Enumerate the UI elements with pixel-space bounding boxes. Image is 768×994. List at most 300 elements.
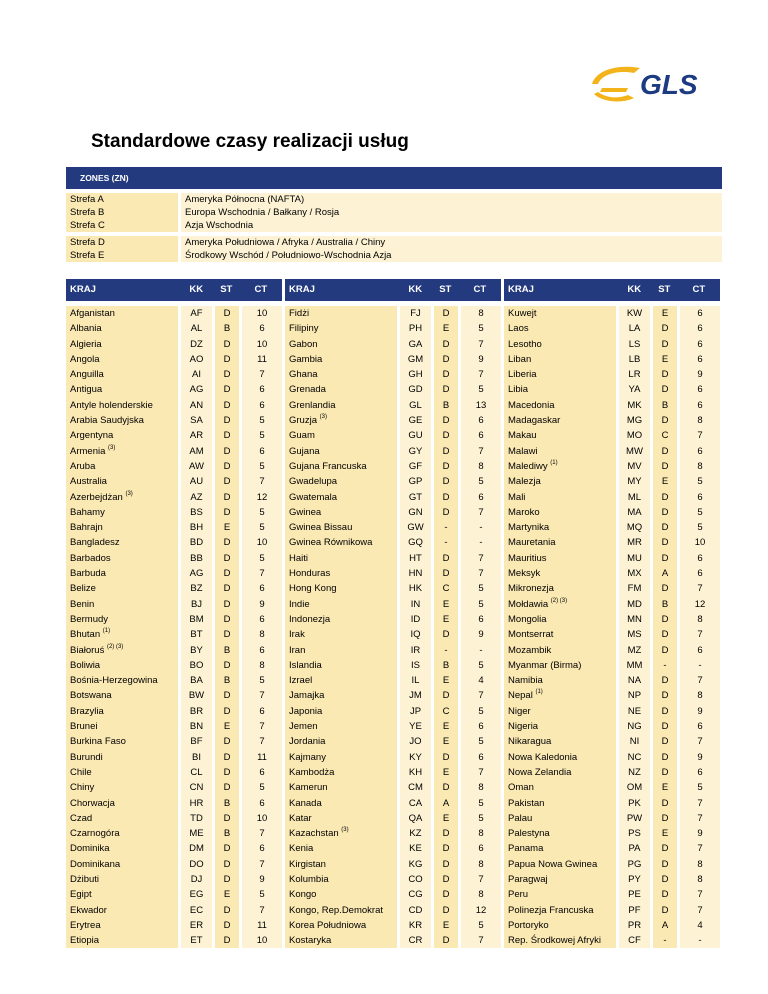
country-code: PG <box>619 857 650 872</box>
country-code: PA <box>619 841 650 856</box>
transit-time: 5 <box>461 474 501 489</box>
table-row <box>66 474 282 489</box>
country-name: Myanmar (Birma) <box>504 658 616 673</box>
table-row <box>285 765 501 780</box>
country-code: PK <box>619 796 650 811</box>
transit-time: 7 <box>461 337 501 352</box>
transit-time: 5 <box>242 673 282 688</box>
footnote-marker: (2) (3) <box>550 597 568 604</box>
transit-time: 10 <box>242 306 282 321</box>
zone-code: E <box>215 719 239 734</box>
zone-code: D <box>653 734 677 749</box>
zone-description: Azja Wschodnia <box>181 219 722 232</box>
transit-time: 7 <box>680 428 720 443</box>
transit-time: 6 <box>461 490 501 505</box>
zone-code: D <box>653 765 677 780</box>
country-name: Katar <box>285 811 397 826</box>
table-row <box>504 857 720 872</box>
transit-time: 6 <box>242 321 282 336</box>
zone-code: E <box>653 306 677 321</box>
country-code: HK <box>400 581 431 596</box>
zone-description: Środkowy Wschód / Południowo-Wschodnia Azja <box>181 249 722 262</box>
country-name: Gwatemala <box>285 490 397 505</box>
country-name: Martynika <box>504 520 616 535</box>
transit-time: 6 <box>242 581 282 596</box>
country-code: IR <box>400 643 431 658</box>
transit-time: 7 <box>461 765 501 780</box>
zone-code: D <box>434 566 458 581</box>
table-row <box>285 581 501 596</box>
footnote-marker: (3) <box>108 444 116 451</box>
country-name: Czad <box>66 811 178 826</box>
table-row <box>504 841 720 856</box>
country-name: Malawi <box>504 444 616 459</box>
table-row <box>66 612 282 627</box>
zone-row <box>66 219 722 232</box>
table-row <box>66 918 282 933</box>
country-name: Nigeria <box>504 719 616 734</box>
country-code: FJ <box>400 306 431 321</box>
zone-name: Strefa B <box>66 206 178 219</box>
country-name: Botswana <box>66 688 178 703</box>
transit-time: 4 <box>680 918 720 933</box>
table-row <box>285 872 501 887</box>
country-name: Kuwejt <box>504 306 616 321</box>
transit-time: 8 <box>242 658 282 673</box>
transit-time: 7 <box>242 566 282 581</box>
zone-code: B <box>215 643 239 658</box>
country-name: Kambodża <box>285 765 397 780</box>
country-name: Gwinea <box>285 505 397 520</box>
zone-code: A <box>434 796 458 811</box>
country-name: Islandia <box>285 658 397 673</box>
table-row <box>504 643 720 658</box>
zone-code: D <box>653 903 677 918</box>
logo-text: GLS <box>640 69 698 100</box>
zone-code: B <box>215 673 239 688</box>
table-row <box>285 796 501 811</box>
table-row <box>504 597 720 612</box>
country-name: Indie <box>285 597 397 612</box>
country-name: Azerbejdżan $^{(3)}$ <box>66 490 178 505</box>
country-name: Chile <box>66 765 178 780</box>
table-row <box>504 352 720 367</box>
table-row <box>504 734 720 749</box>
zone-code: D <box>653 367 677 382</box>
table-row <box>285 903 501 918</box>
table-row <box>66 490 282 505</box>
country-name: Bośnia-Herzegowina <box>66 673 178 688</box>
zone-code: D <box>434 306 458 321</box>
table-row <box>285 321 501 336</box>
table-row <box>504 566 720 581</box>
country-name: Liberia <box>504 367 616 382</box>
zone-code: - <box>434 535 458 550</box>
country-name: Bhutan $^{(1)}$ <box>66 627 178 642</box>
country-code: BZ <box>181 581 212 596</box>
country-name: Jamajka <box>285 688 397 703</box>
country-name: Bermudy <box>66 612 178 627</box>
transit-time: 7 <box>680 903 720 918</box>
table-row <box>504 459 720 474</box>
country-code: IL <box>400 673 431 688</box>
country-code: BT <box>181 627 212 642</box>
country-code: PS <box>619 826 650 841</box>
zone-code: D <box>215 459 239 474</box>
country-name: Gujana Francuska <box>285 459 397 474</box>
country-code: JM <box>400 688 431 703</box>
country-name: Honduras <box>285 566 397 581</box>
zone-code: D <box>434 826 458 841</box>
country-code: HN <box>400 566 431 581</box>
country-name: Etiopia <box>66 933 178 948</box>
table-row <box>285 520 501 535</box>
country-name: Armenia $^{(3)}$ <box>66 444 178 459</box>
country-name: Australia <box>66 474 178 489</box>
country-code: HT <box>400 551 431 566</box>
table-row <box>285 627 501 642</box>
country-name: Brazylia <box>66 704 178 719</box>
transit-time: 6 <box>680 306 720 321</box>
zone-code: D <box>653 841 677 856</box>
country-code: HR <box>181 796 212 811</box>
country-name: Gruzja $^{(3)}$ <box>285 413 397 428</box>
table-row <box>285 352 501 367</box>
table-row <box>285 490 501 505</box>
transit-time: 6 <box>242 612 282 627</box>
zone-code: D <box>215 750 239 765</box>
header-kk: KK <box>189 284 204 295</box>
zone-code: D <box>653 750 677 765</box>
zone-name: Strefa C <box>66 219 178 232</box>
country-name: Bangladesz <box>66 535 178 550</box>
table-row <box>66 903 282 918</box>
country-code: AW <box>181 459 212 474</box>
zone-code: D <box>215 688 239 703</box>
zone-code: D <box>215 382 239 397</box>
zone-row <box>66 193 722 206</box>
country-name: Haiti <box>285 551 397 566</box>
zone-code: D <box>653 337 677 352</box>
transit-time: 10 <box>242 337 282 352</box>
country-code: MU <box>619 551 650 566</box>
footnote-marker: (2) (3) <box>106 643 124 650</box>
zone-code: D <box>434 428 458 443</box>
country-code: JP <box>400 704 431 719</box>
table-row <box>66 796 282 811</box>
transit-time: 6 <box>680 566 720 581</box>
table-row <box>66 627 282 642</box>
header-kraj: KRAJ <box>70 284 96 295</box>
zone-code: - <box>434 643 458 658</box>
country-name: Gwinea Równikowa <box>285 535 397 550</box>
country-name: Malediwy $^{(1)}$ <box>504 459 616 474</box>
table-row <box>504 887 720 902</box>
zone-code: D <box>653 459 677 474</box>
country-name: Antigua <box>66 382 178 397</box>
country-code: NI <box>619 734 650 749</box>
zone-code: D <box>434 459 458 474</box>
country-name: Japonia <box>285 704 397 719</box>
zone-code: A <box>653 566 677 581</box>
country-code: CA <box>400 796 431 811</box>
zone-code: D <box>215 490 239 505</box>
transit-time: 6 <box>242 704 282 719</box>
header-ct: CT <box>473 284 487 295</box>
transit-time: 8 <box>461 857 501 872</box>
country-name: Bahrajn <box>66 520 178 535</box>
country-name: Gabon <box>285 337 397 352</box>
zone-code: D <box>434 857 458 872</box>
country-code: MZ <box>619 643 650 658</box>
country-name: Gujana <box>285 444 397 459</box>
table-row <box>504 612 720 627</box>
table-row <box>285 551 501 566</box>
country-name: Mongolia <box>504 612 616 627</box>
country-code: MQ <box>619 520 650 535</box>
table-row <box>504 337 720 352</box>
country-code: MG <box>619 413 650 428</box>
zone-code: D <box>215 428 239 443</box>
transit-time: 11 <box>242 918 282 933</box>
country-name: Boliwia <box>66 658 178 673</box>
country-name: Kazachstan $^{(3)}$ <box>285 826 397 841</box>
country-code: NC <box>619 750 650 765</box>
table-row <box>285 566 501 581</box>
zone-code: D <box>653 811 677 826</box>
country-name: Polinezja Francuska <box>504 903 616 918</box>
transit-time: 8 <box>461 780 501 795</box>
transit-time: 8 <box>461 887 501 902</box>
country-code: PR <box>619 918 650 933</box>
country-code: IS <box>400 658 431 673</box>
table-row <box>504 903 720 918</box>
table-row <box>285 841 501 856</box>
zone-code: D <box>653 321 677 336</box>
table-row <box>66 841 282 856</box>
transit-time: 6 <box>242 382 282 397</box>
transit-time: 5 <box>461 597 501 612</box>
transit-time: 9 <box>680 826 720 841</box>
country-code: KH <box>400 765 431 780</box>
transit-time: 10 <box>680 535 720 550</box>
transit-time: 5 <box>242 459 282 474</box>
country-code: CL <box>181 765 212 780</box>
table-row <box>285 719 501 734</box>
table-row <box>285 459 501 474</box>
transit-time: 5 <box>680 780 720 795</box>
transit-time: 12 <box>680 597 720 612</box>
header-ct: CT <box>254 284 268 295</box>
transit-time: 7 <box>242 367 282 382</box>
transit-time: 7 <box>242 734 282 749</box>
table-row <box>504 918 720 933</box>
table-row <box>66 444 282 459</box>
transit-time: 9 <box>680 704 720 719</box>
transit-time: - <box>461 643 501 658</box>
transit-time: 13 <box>461 398 501 413</box>
transit-time: 7 <box>242 719 282 734</box>
country-code: YE <box>400 719 431 734</box>
transit-time: 7 <box>680 627 720 642</box>
table-row <box>285 887 501 902</box>
country-code: BN <box>181 719 212 734</box>
transit-time: 7 <box>461 872 501 887</box>
transit-time: 7 <box>242 903 282 918</box>
country-code: ML <box>619 490 650 505</box>
footnote-marker: (1) <box>550 459 558 466</box>
transit-time: 6 <box>680 765 720 780</box>
transit-time: 6 <box>242 398 282 413</box>
transit-time: 7 <box>680 811 720 826</box>
table-row <box>285 382 501 397</box>
country-name: Mali <box>504 490 616 505</box>
country-name: Mozambik <box>504 643 616 658</box>
transit-time: 6 <box>680 321 720 336</box>
zone-code: D <box>653 796 677 811</box>
column-header <box>285 279 501 301</box>
transit-time: 5 <box>461 581 501 596</box>
country-name: Dominika <box>66 841 178 856</box>
country-code: CM <box>400 780 431 795</box>
country-code: IN <box>400 597 431 612</box>
country-code: ID <box>400 612 431 627</box>
transit-time: 7 <box>461 551 501 566</box>
country-name: Paragwaj <box>504 872 616 887</box>
transit-time: 7 <box>461 505 501 520</box>
table-row <box>504 535 720 550</box>
country-code: NZ <box>619 765 650 780</box>
transit-time: 6 <box>680 352 720 367</box>
transit-time: 9 <box>242 597 282 612</box>
table-row <box>66 398 282 413</box>
transit-time: 6 <box>680 444 720 459</box>
country-name: Papua Nowa Gwinea <box>504 857 616 872</box>
transit-time: 6 <box>680 643 720 658</box>
zone-code: D <box>215 872 239 887</box>
table-row <box>504 551 720 566</box>
zone-code: D <box>653 551 677 566</box>
country-name: Mauretania <box>504 535 616 550</box>
country-code: GY <box>400 444 431 459</box>
zone-code: B <box>215 321 239 336</box>
transit-time: 6 <box>461 612 501 627</box>
country-code: TD <box>181 811 212 826</box>
table-row <box>66 933 282 948</box>
transit-time: 5 <box>461 382 501 397</box>
zone-code: D <box>215 474 239 489</box>
country-code: MM <box>619 658 650 673</box>
table-row <box>504 658 720 673</box>
country-name: Bahamy <box>66 505 178 520</box>
country-name: Mołdawia $^{(2) (3)}$ <box>504 597 616 612</box>
transit-time: 6 <box>461 719 501 734</box>
transit-time: 6 <box>680 398 720 413</box>
country-code: MW <box>619 444 650 459</box>
country-code: LS <box>619 337 650 352</box>
country-code: NP <box>619 688 650 703</box>
zone-code: D <box>215 903 239 918</box>
zone-code: D <box>215 658 239 673</box>
country-name: Czarnogóra <box>66 826 178 841</box>
country-name: Belize <box>66 581 178 596</box>
zone-row <box>66 249 722 262</box>
transit-time: 7 <box>680 581 720 596</box>
country-code: MY <box>619 474 650 489</box>
country-name: Burundi <box>66 750 178 765</box>
country-name: Białoruś $^{(2) (3)}$ <box>66 643 178 658</box>
country-code: BF <box>181 734 212 749</box>
table-row <box>504 520 720 535</box>
zone-code: E <box>653 826 677 841</box>
country-code: BR <box>181 704 212 719</box>
country-code: BW <box>181 688 212 703</box>
country-code: AM <box>181 444 212 459</box>
country-code: BI <box>181 750 212 765</box>
table-row <box>285 612 501 627</box>
transit-time: 6 <box>680 337 720 352</box>
country-code: GD <box>400 382 431 397</box>
table-row <box>504 306 720 321</box>
country-code: AG <box>181 566 212 581</box>
table-row <box>66 413 282 428</box>
table-row <box>285 444 501 459</box>
zone-code: D <box>434 688 458 703</box>
zone-row <box>66 236 722 249</box>
zone-code: D <box>215 704 239 719</box>
zone-code: - <box>434 520 458 535</box>
country-code: CG <box>400 887 431 902</box>
country-code: NG <box>619 719 650 734</box>
country-code: MV <box>619 459 650 474</box>
country-code: CN <box>181 780 212 795</box>
zone-code: D <box>215 337 239 352</box>
zone-code: D <box>215 444 239 459</box>
country-code: AO <box>181 352 212 367</box>
transit-time: 9 <box>680 367 720 382</box>
zone-code: D <box>434 780 458 795</box>
zone-code: D <box>215 918 239 933</box>
zone-code: E <box>653 474 677 489</box>
zone-code: D <box>434 933 458 948</box>
country-name: Filipiny <box>285 321 397 336</box>
country-name: Montserrat <box>504 627 616 642</box>
country-name: Kenia <box>285 841 397 856</box>
transit-time: 5 <box>461 321 501 336</box>
country-name: Kongo <box>285 887 397 902</box>
zone-code: E <box>653 780 677 795</box>
country-code: MX <box>619 566 650 581</box>
country-code: GU <box>400 428 431 443</box>
country-code: QA <box>400 811 431 826</box>
zone-code: D <box>215 566 239 581</box>
country-code: FM <box>619 581 650 596</box>
transit-time: 7 <box>461 688 501 703</box>
country-name: Kongo, Rep.Demokrat <box>285 903 397 918</box>
transit-time: 8 <box>680 688 720 703</box>
country-name: Egipt <box>66 887 178 902</box>
table-row <box>285 398 501 413</box>
table-row <box>504 750 720 765</box>
country-name: Jemen <box>285 719 397 734</box>
table-row <box>66 734 282 749</box>
zone-code: D <box>434 413 458 428</box>
zone-code: D <box>653 688 677 703</box>
country-code: AZ <box>181 490 212 505</box>
transit-time: 6 <box>242 841 282 856</box>
gls-logo <box>588 62 718 106</box>
zone-code: E <box>215 887 239 902</box>
